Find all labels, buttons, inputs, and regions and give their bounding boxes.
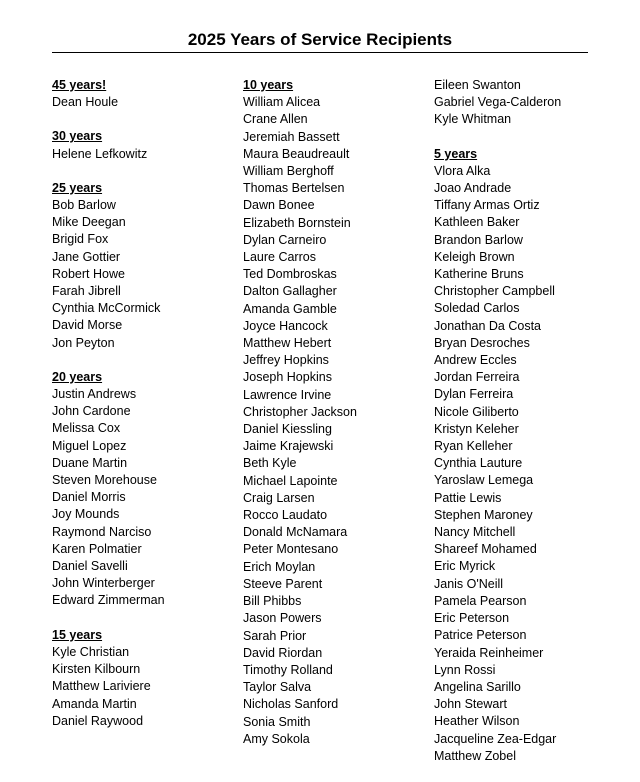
recipient-name: Dylan Ferreira xyxy=(434,387,514,402)
recipient-name: Matthew Hebert xyxy=(243,336,332,351)
recipient-name: Gabriel Vega-Calderon xyxy=(434,95,562,110)
recipient-name: Ryan Kelleher xyxy=(434,439,513,454)
recipient-name: Jon Peyton xyxy=(52,335,115,350)
recipient-name: Tiffany Armas Ortiz xyxy=(434,198,540,213)
recipient-name: Nicholas Sanford xyxy=(243,697,339,712)
recipient-name: Andrew Eccles xyxy=(434,353,517,368)
recipient-name: Peter Montesano xyxy=(243,542,339,557)
recipient-name: Matthew Lariviere xyxy=(52,679,151,694)
recipient-name: Edward Zimmerman xyxy=(52,593,165,608)
recipient-name: Farah Jibrell xyxy=(52,284,121,299)
recipient-name: Shareef Mohamed xyxy=(434,542,537,557)
recipient-name: Katherine Bruns xyxy=(434,267,524,282)
recipient-name: Joyce Hancock xyxy=(243,318,328,333)
recipient-name: Steven Morehouse xyxy=(52,473,157,488)
recipient-name: Daniel Savelli xyxy=(52,559,128,574)
recipient-name: Kyle Christian xyxy=(52,644,130,659)
recipient-name: Amanda Gamble xyxy=(243,301,337,316)
recipient-name: Cynthia McCormick xyxy=(52,301,161,316)
recipient-name: John Cardone xyxy=(52,404,131,419)
recipient-name: Lawrence Irvine xyxy=(243,387,332,402)
recipient-name: Timothy Rolland xyxy=(243,662,333,677)
recipient-name: Daniel Morris xyxy=(52,490,126,505)
group-heading: 10 years xyxy=(243,78,294,92)
recipient-name: Christopher Jackson xyxy=(243,404,357,419)
recipient-name: Craig Larsen xyxy=(243,490,315,505)
service-group xyxy=(243,77,357,748)
service-group xyxy=(52,128,165,162)
recipient-name: Maura Beaudreault xyxy=(243,146,350,161)
recipient-name: Daniel Kiessling xyxy=(243,422,332,437)
recipient-name: Eileen Swanton xyxy=(434,78,521,92)
recipient-name: John Winterberger xyxy=(52,576,155,591)
recipient-name: Matthew Zobel xyxy=(434,748,516,763)
recipient-name: Laure Carros xyxy=(243,250,316,265)
group-heading: 5 years xyxy=(434,146,478,161)
page-title: 2025 Years of Service Recipients xyxy=(187,30,453,49)
recipient-name: Elizabeth Bornstein xyxy=(243,215,351,230)
recipient-name: Dean Houle xyxy=(52,95,119,110)
recipient-name: Eric Peterson xyxy=(434,611,510,626)
recipient-name: Jeffrey Hopkins xyxy=(243,353,329,368)
recipient-name: Heather Wilson xyxy=(434,714,520,729)
recipient-name: David Morse xyxy=(52,318,123,333)
recipient-name: David Riordan xyxy=(243,645,323,660)
column-1 xyxy=(52,77,165,747)
recipient-name: Daniel Raywood xyxy=(52,713,144,728)
title-divider xyxy=(52,52,588,53)
recipient-name: Amanda Martin xyxy=(52,696,137,711)
service-group xyxy=(52,369,165,610)
recipient-name: Justin Andrews xyxy=(52,387,137,402)
recipient-name: Christopher Campbell xyxy=(434,284,555,299)
recipient-name: Michael Lapointe xyxy=(243,473,338,488)
service-group xyxy=(52,77,165,111)
recipient-name: Dawn Bonee xyxy=(243,198,315,213)
recipient-name: Jaime Krajewski xyxy=(243,439,334,454)
recipient-name: William Alicea xyxy=(243,95,321,110)
recipient-name: Thomas Bertelsen xyxy=(243,181,345,196)
recipient-name: Dylan Carneiro xyxy=(243,232,327,247)
recipient-name: Bill Phibbs xyxy=(243,594,302,609)
recipient-name: Donald McNamara xyxy=(243,525,348,540)
recipient-name: Amy Sokola xyxy=(243,731,310,746)
recipient-name: Sonia Smith xyxy=(243,714,311,729)
recipient-name: Robert Howe xyxy=(52,266,125,281)
recipient-name: Jonathan Da Costa xyxy=(434,318,542,333)
group-heading: 45 years! xyxy=(52,78,107,92)
recipient-name: Brigid Fox xyxy=(52,232,109,247)
recipient-name: Yaroslaw Lemega xyxy=(434,473,534,488)
recipient-name: Brandon Barlow xyxy=(434,232,523,247)
recipient-name: Janis O'Neill xyxy=(434,576,504,591)
recipient-name: Lynn Rossi xyxy=(434,662,496,677)
recipient-name: William Berghoff xyxy=(243,164,334,179)
recipient-name: Miguel Lopez xyxy=(52,438,127,453)
recipient-name: Eric Myrick xyxy=(434,559,496,574)
service-group xyxy=(52,627,165,730)
recipient-name: Stephen Maroney xyxy=(434,507,533,522)
recipient-name: Steeve Parent xyxy=(243,576,323,591)
recipient-name: Helene Lefkowitz xyxy=(52,146,148,161)
recipient-name: Dalton Gallagher xyxy=(243,284,337,299)
recipient-name: Cynthia Lauture xyxy=(434,456,523,471)
recipient-name: Mike Deegan xyxy=(52,215,126,230)
recipient-name: Joseph Hopkins xyxy=(243,370,332,385)
recipient-name: Patrice Peterson xyxy=(434,628,527,643)
recipient-name: Erich Moylan xyxy=(243,559,316,574)
recipient-name: Vlora Alka xyxy=(434,163,491,178)
recipient-name: Karen Polmatier xyxy=(52,541,142,556)
recipient-name: Sarah Prior xyxy=(243,628,307,643)
recipient-name: Jordan Ferreira xyxy=(434,370,520,385)
recipient-name: Pattie Lewis xyxy=(434,490,502,505)
recipient-name: Pamela Pearson xyxy=(434,593,527,608)
recipient-name: Kathleen Baker xyxy=(434,215,520,230)
group-heading: 15 years xyxy=(52,627,103,642)
recipient-name: Ted Dombroskas xyxy=(243,267,337,282)
recipient-name: Rocco Laudato xyxy=(243,508,328,523)
recipient-name: Angelina Sarillo xyxy=(434,679,521,694)
recipient-name: Nancy Mitchell xyxy=(434,525,516,540)
recipient-name: Kristyn Keleher xyxy=(434,421,519,436)
recipient-name: Jane Gottier xyxy=(52,249,121,264)
service-group xyxy=(434,77,561,129)
recipient-name: John Stewart xyxy=(434,697,507,712)
recipient-name: Joao Andrade xyxy=(434,181,512,196)
recipient-name: Yeraida Reinheimer xyxy=(434,645,544,660)
column-2 xyxy=(243,77,357,765)
recipient-name: Nicole Giliberto xyxy=(434,404,519,419)
recipient-name: Duane Martin xyxy=(52,455,128,470)
group-heading: 20 years xyxy=(52,369,103,384)
recipient-name: Keleigh Brown xyxy=(434,249,515,264)
recipient-name: Bryan Desroches xyxy=(434,335,530,350)
group-heading: 25 years xyxy=(52,180,103,195)
recipient-name: Joy Mounds xyxy=(52,507,120,522)
recipient-name: Kirsten Kilbourn xyxy=(52,662,141,677)
group-heading: 30 years xyxy=(52,129,103,144)
recipient-name: Jeremiah Bassett xyxy=(243,129,340,144)
recipient-name: Melissa Cox xyxy=(52,421,121,436)
recipient-name: Soledad Carlos xyxy=(434,301,520,316)
recipient-name: Taylor Salva xyxy=(243,680,312,695)
recipient-name: Kyle Whitman xyxy=(434,112,512,127)
recipient-name: Beth Kyle xyxy=(243,456,297,471)
recipient-name: Raymond Narciso xyxy=(52,524,152,539)
recipient-name: Jacqueline Zea-Edgar xyxy=(434,731,557,746)
recipient-name: Bob Barlow xyxy=(52,198,116,213)
recipient-name: Crane Allen xyxy=(243,112,308,127)
column-3 xyxy=(434,77,561,782)
recipient-name: Jason Powers xyxy=(243,611,322,626)
service-group xyxy=(52,180,165,352)
service-group xyxy=(434,146,561,765)
